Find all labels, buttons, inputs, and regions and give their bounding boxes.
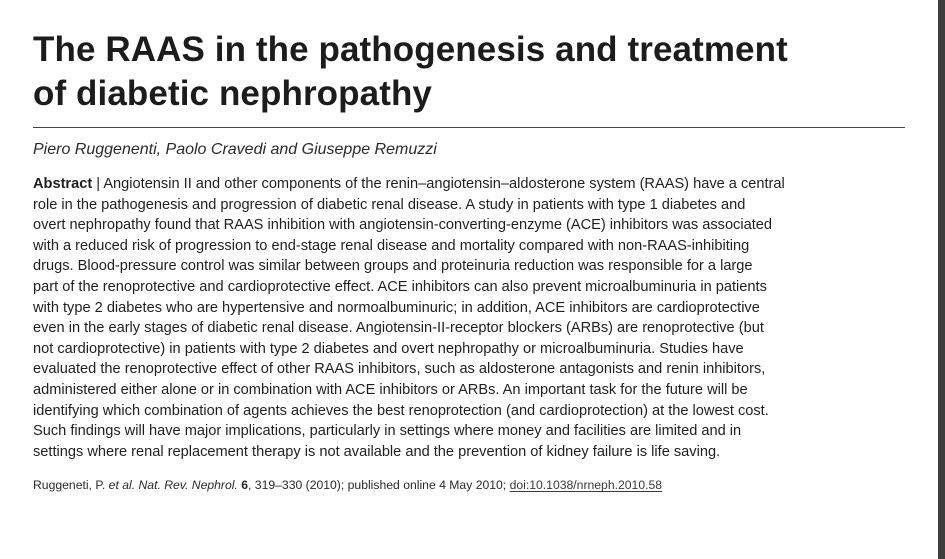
abstract-line: with type 2 diabetes who are hypertensive and normoalbuminuric; in addition, ACE inhibitors are cardioprotective [33,299,760,316]
abstract-line: even in the early stages of diabetic renal disease. Angiotensin-II-receptor blockers (ARBs) are renoprotective (but [33,320,764,337]
article-page [33,28,913,493]
window-edge-bar [938,0,945,559]
title-divider [33,127,905,128]
author-list: Piero Ruggenenti, Paolo Cravedi and Giuseppe Remuzzi [33,141,437,158]
abstract-line: overt nephropathy found that RAAS inhibition with angiotensin-converting-enzyme (ACE) inhibitors was associated [33,217,773,234]
abstract-separator: | [92,176,104,192]
doi-link[interactable]: doi:10.1038/nrneph.2010.58 [509,478,663,493]
article-title [33,28,913,116]
abstract-line: administered either alone or in combination with ACE inhibitors or ARBs. An important task for the future will be [33,381,748,398]
abstract-text: Angiotensin II and other components of the renin–angiotensin–aldosterone system (RAAS) have a central [103,176,785,192]
citation-et-al: et al. [108,478,136,493]
abstract-line: part of the renoprotective and cardioprotective effect. ACE inhibitors can also prevent microalbuminuria in patients [33,278,767,295]
article-title-line-2: of diabetic nephropathy [33,74,432,113]
citation [33,477,913,493]
citation-volume: 6 [241,478,249,493]
abstract [33,174,913,462]
article-title-line-1: The RAAS in the pathogenesis and treatment [33,30,788,69]
abstract-line: Such findings will have major implications, particularly in settings where money and facilities are limited and in [33,423,742,440]
abstract-line [33,174,913,195]
abstract-line: settings where renal replacement therapy is not available and the prevention of kidney failure is life saving. [33,443,721,460]
abstract-line: not cardioprotective) in patients with type 2 diabetes and overt nephropathy or microalbuminuria. Studies have [33,340,744,357]
abstract-line: identifying which combination of agents achieves the best renoprotection (and cardioprotection) at the lowest cost. [33,402,769,419]
abstract-line: drugs. Blood-pressure control was similar between groups and proteinuria reduction was responsible for a large [33,258,753,275]
abstract-line: evaluated the renoprotective effect of other RAAS inhibitors, such as aldosterone antagonists and renin inhibitors, [33,361,766,378]
abstract-line: with a reduced risk of progression to end-stage renal disease and mortality compared with non-RAAS-inhibiting [33,237,750,254]
citation-pages-date: , 319–330 (2010); published online 4 May 2010; [248,478,510,493]
citation-journal: Nat. Rev. Nephrol. [138,478,238,493]
abstract-line: role in the pathogenesis and progression of diabetic renal disease. A study in patients with type 1 diabetes and [33,196,746,213]
citation-authors: Ruggeneti, P. [33,478,106,493]
abstract-label: Abstract [33,176,93,192]
